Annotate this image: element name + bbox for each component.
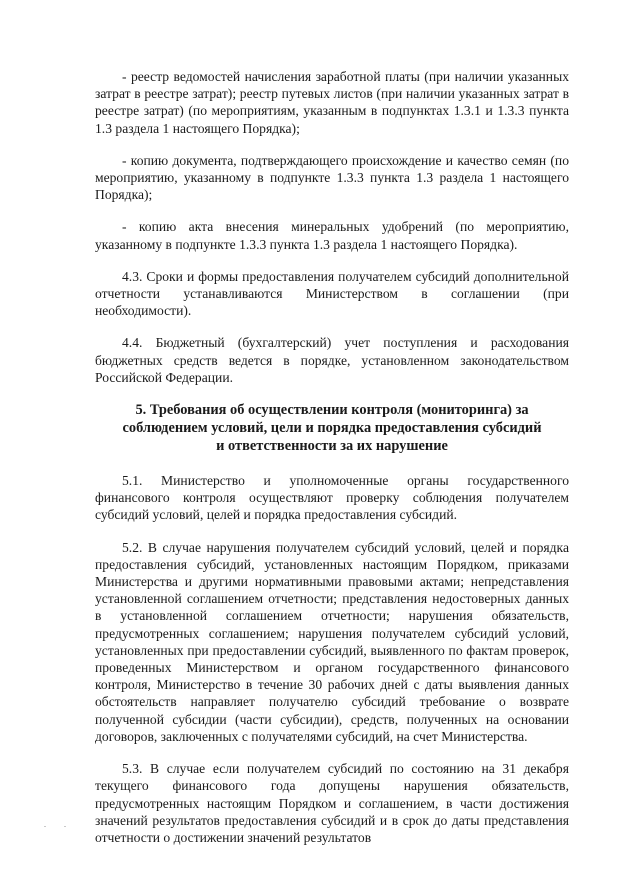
section-5-heading: [95, 401, 569, 455]
document-body: [95, 68, 569, 861]
section-5-heading-line-2: соблюдением условий, цели и порядка предоставления субсидий: [122, 420, 542, 437]
clause-4-3: 4.3. Сроки и формы предоставления получателем субсидий дополнительной отчетности устанавливаются Министерством в соглашении (при необходимости).: [95, 268, 569, 319]
scan-speck: [44, 826, 46, 827]
section-5-heading-line-3: и ответственности за их нарушение: [216, 438, 448, 455]
list-item-fertilizer-act: - копию акта внесения минеральных удобрений (по мероприятию, указанному в подпункте 1.3.3 пункта 1.3 раздела 1 настоящего Порядка).: [95, 219, 569, 252]
clause-4-4: 4.4. Бюджетный (бухгалтерский) учет поступления и расходования бюджетных средств ведется в порядке, установленном законодательством Российской Федерации.: [95, 335, 569, 385]
list-item-payroll-registry: - реестр ведомостей начисления заработной платы (при наличии указанных затрат в реестре затрат); реестр путевых листов (при наличии указанных затрат в реестре затрат) (по мероприятиям, указанным в подпунктах 1.3.1 и 1.3.3 пункта 1.3 раздела 1 настоящего Порядка);: [95, 69, 569, 136]
scan-speck: [64, 826, 66, 827]
clause-5-1: 5.1. Министерство и уполномоченные органы государственного финансового контроля осуществляют проверку соблюдения получателем субсидий условий, целей и порядка предоставления субсидий.: [95, 473, 569, 523]
clause-5-2: 5.2. В случае нарушения получателем субсидий условий, целей и порядка предоставления субсидий, установленных настоящим Порядком, приказами Министерства и другими нормативными правовыми актами; непредставления установленной соглашением отчетности; представления недостоверных данных в установленной соглашением отчетности; нарушения обязательств, предусмотренных соглашением; нарушения получателем субсидий условий, установленных при предоставлении субсидий, выявленного по фактам проверок, проведенных Министерством и органом государственного финансового контроля, Министерство в течение 30 рабочих дней с даты выявления данных обстоятельств направляет получателю субсидий требование о возврате полученной субсидии (части субсидии), средств, полученных на основании договоров, заключенных с получателями субсидий, на счет Министерства.: [95, 539, 569, 744]
list-item-seed-document: - копию документа, подтверждающего происхождение и качество семян (по мероприятию, указанному в подпункте 1.3.3 пункта 1.3 раздела 1 настоящего Порядка);: [95, 152, 569, 203]
clause-5-3: 5.3. В случае если получателем субсидий по состоянию на 31 декабря текущего финансового года допущены нарушения обязательств, предусмотренных настоящим Порядком и соглашением, в части достижения значений результатов предоставления субсидий и в срок до даты представления отчетности о достижении значений результатов: [95, 761, 569, 845]
section-5-heading-line-1: 5. Требования об осуществлении контроля (мониторинга) за: [135, 402, 529, 419]
